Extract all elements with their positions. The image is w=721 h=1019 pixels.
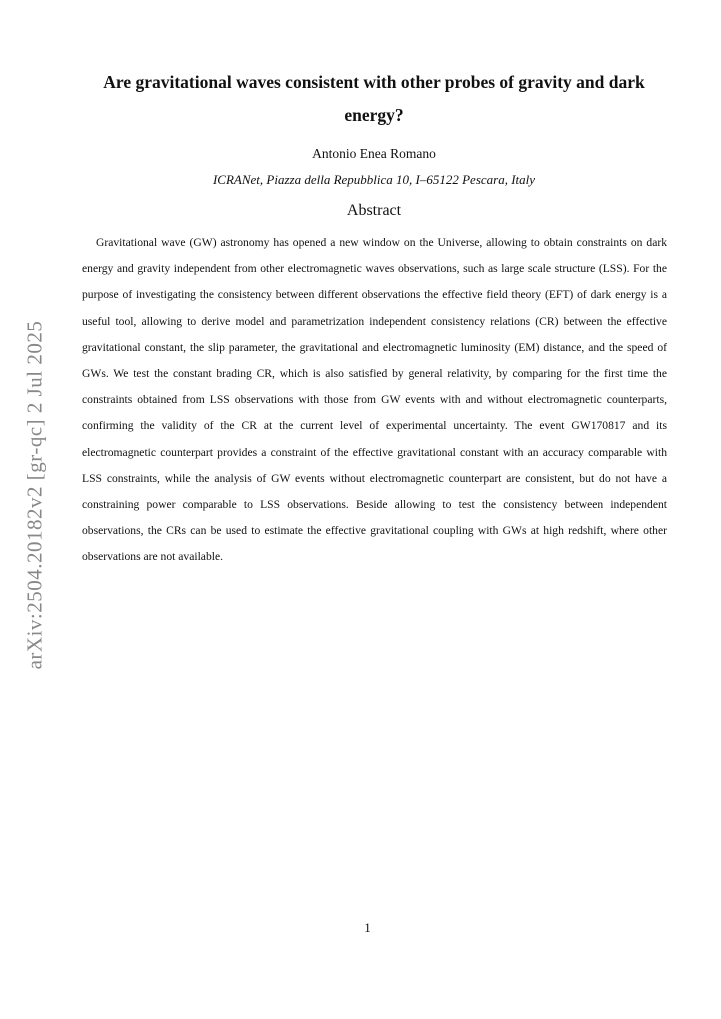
paper-title: Are gravitational waves consistent with other probes of gravity and dark energy? bbox=[103, 72, 645, 125]
abstract-text: Gravitational wave (GW) astronomy has opened a new window on the Universe, allowing to obtain constraints on dark energy and gravity independent from other electromagnetic waves observations, such as large scale structure (LSS). For the purpose of investigating the consistency between different observations the effective field theory (EFT) of dark energy is a useful tool, allowing to derive model and parametrization independent consistency relations (CR) between the effective gravitational constant, the slip parameter, the gravitational and electromagnetic luminosity (EM) distance, and the speed of GWs. We test the constant brading CR, which is also satisfied by general relativity, by comparing for the first time the constraints obtained from LSS observations with those from GW events with and without electromagnetic counterparts, confirming the validity of the CR at the current level of experimental uncertainty. The event GW170817 and its electromagnetic counterpart provides a constraint of the effective gravitational constant with an accuracy comparable with LSS constraints, while the analysis of GW events without electromagnetic counterpart are consistent, but do not have a constraining power comparable to LSS observations. Beside allowing to test the consistency between independent observations, the CRs can be used to estimate the effective gravitational coupling with GWs at high redshift, where other observations are not available. bbox=[82, 236, 667, 564]
abstract-heading: Abstract bbox=[346, 202, 402, 219]
author-affiliation: ICRANet, Piazza della Repubblica 10, I–65122 Pescara, Italy bbox=[212, 172, 536, 187]
page-number: 1 bbox=[364, 920, 371, 935]
author-name: Antonio Enea Romano bbox=[312, 146, 436, 161]
arxiv-identifier-stamp: arXiv:2504.20182v2 [gr-qc] 2 Jul 2025 bbox=[22, 320, 47, 670]
